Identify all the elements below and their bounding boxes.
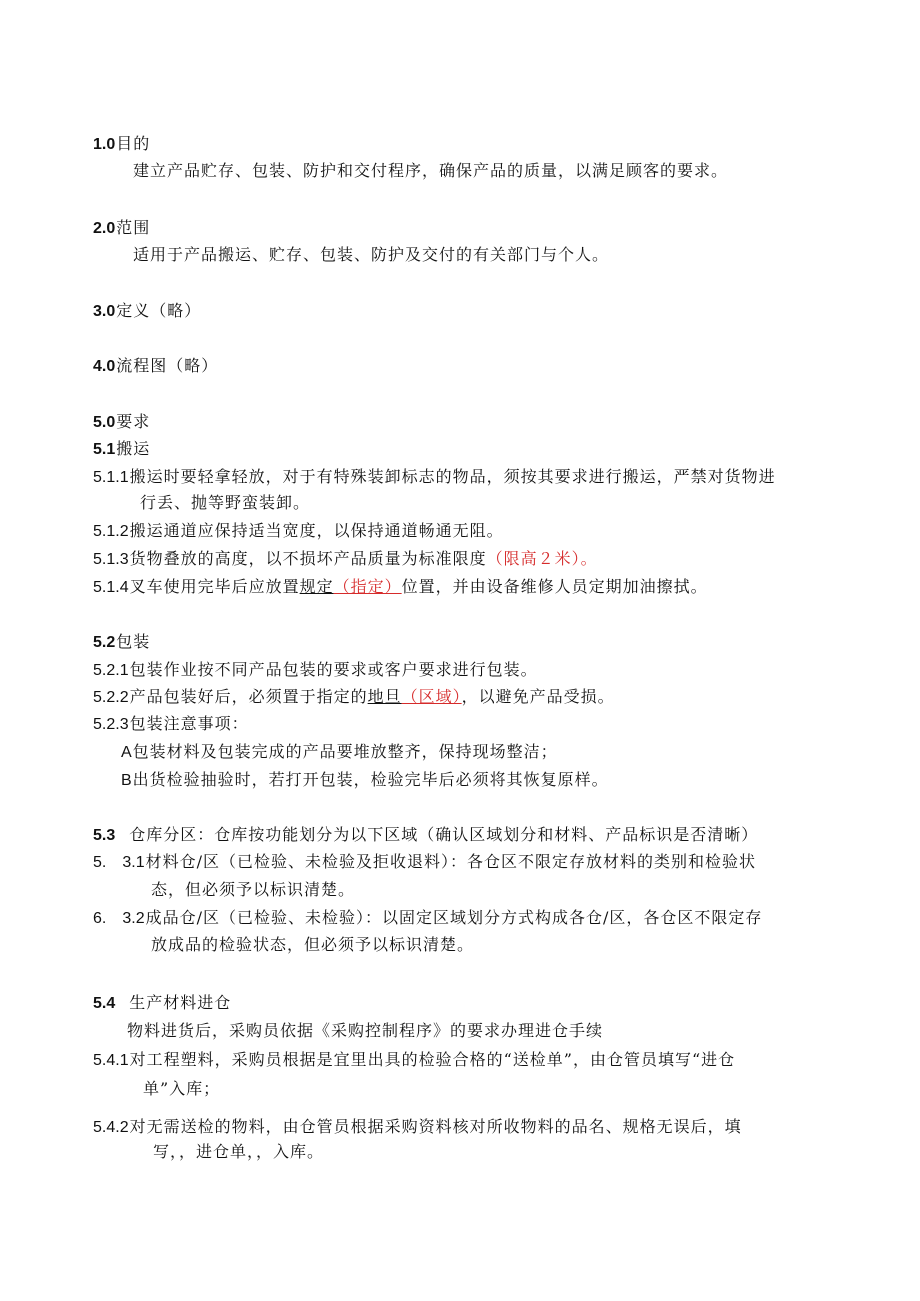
item-number: 5.1.2 <box>93 523 129 540</box>
section-number: 1.0 <box>93 136 116 153</box>
item-5-3-2-continuation: 放成品的检验状态，但必须予以标识清楚。 <box>151 935 475 954</box>
item-5-4-1-continuation: 单”入库； <box>143 1079 221 1098</box>
item-5-2-1 <box>93 659 538 682</box>
section-1-body: 建立产品贮存、包装、防护和交付程序，确保产品的质量，以满足顾客的要求。 <box>133 161 729 180</box>
section-number: 5.4 <box>93 995 116 1012</box>
item-5-4-2 <box>93 1116 742 1139</box>
item-text-tail: ，以避免产品受损。 <box>461 687 615 706</box>
section-number: 4.0 <box>93 358 116 375</box>
section-number: 2.0 <box>93 220 116 237</box>
item-number: 6. 3.2 <box>93 910 145 927</box>
item-b <box>121 769 609 792</box>
item-5-1-3 <box>93 548 598 571</box>
item-text: 货物叠放的高度，以不损坏产品质量为标准限度 <box>129 549 487 568</box>
section-1-heading <box>93 133 150 156</box>
item-text-tail: 位置，并由设备维修人员定期加油擦拭。 <box>401 577 708 596</box>
item-5-4-2-continuation: 写，，进仓单，，入库。 <box>153 1142 325 1161</box>
item-5-1-1-continuation: 行丢、抛等野蛮装卸。 <box>140 493 311 512</box>
item-number: 5.1.3 <box>93 551 129 568</box>
section-number: 5.0 <box>93 414 116 431</box>
item-text: 出货检验抽验时，若打开包装，检验完毕后必须将其恢复原样。 <box>132 770 609 789</box>
item-5-2-2 <box>93 686 615 709</box>
subsection-5-3-heading <box>93 824 758 847</box>
item-text: 包装材料及包装完成的产品要堆放整齐，保持现场整洁； <box>132 742 558 761</box>
item-5-1-2 <box>93 520 504 543</box>
section-3-heading <box>93 300 201 323</box>
section-title: 搬运 <box>116 439 151 458</box>
section-2-body: 适用于产品搬运、贮存、包装、防护及交付的有关部门与个人。 <box>133 245 610 264</box>
item-letter: A <box>121 744 132 761</box>
item-text: 产品包装好后，必须置于指定的 <box>129 687 368 706</box>
item-text: 叉车使用完毕后应放置 <box>129 577 300 596</box>
section-number: 3.0 <box>93 303 116 320</box>
item-number: 5.1.4 <box>93 579 129 596</box>
revision-insert: （限高２米）。 <box>486 549 598 568</box>
item-text: 包装注意事项： <box>129 714 249 733</box>
item-text: 搬运通道应保持适当宽度，以保持通道畅通无阻。 <box>129 521 504 540</box>
item-text: 对无需送检的物料，由仓管员根据采购资料核对所收物料的品名、规格无误后，填 <box>129 1117 742 1136</box>
item-5-1-1 <box>93 466 776 489</box>
item-5-4-1 <box>93 1049 735 1072</box>
revision-insert: （区域） <box>401 687 462 706</box>
section-title: 仓库分区：仓库按功能划分为以下区域（确认区域划分和材料、产品标识是否清晰） <box>129 825 759 844</box>
item-number: 5.2.2 <box>93 689 129 706</box>
item-number: 5.4.2 <box>93 1119 129 1136</box>
item-5-3-2 <box>93 907 762 930</box>
item-text: 包装作业按不同产品包装的要求或客户要求进行包装。 <box>129 660 538 679</box>
section-title: 流程图（略） <box>116 356 219 375</box>
section-title: 生产材料进仓 <box>129 993 232 1012</box>
subsection-5-4-heading <box>93 992 231 1015</box>
subsection-5-2-heading <box>93 631 150 654</box>
item-number: 5.2.3 <box>93 716 129 733</box>
item-text: 搬运时要轻拿轻放，对于有特殊装卸标志的物品，须按其要求进行搬运，严禁对货物进 <box>129 467 776 486</box>
item-5-2-3 <box>93 713 249 736</box>
section-5-heading <box>93 411 150 434</box>
subsection-5-1-heading <box>93 438 150 461</box>
section-number: 5.1 <box>93 441 116 458</box>
revision-deleted-text: 地旦 <box>367 687 402 706</box>
subsection-5-4-body: 物料进货后，采购员依据《采购控制程序》的要求办理进仓手续 <box>127 1021 604 1040</box>
section-2-heading <box>93 217 150 240</box>
item-number: 5.4.1 <box>93 1052 129 1069</box>
item-text: 对工程塑料，采购员根据是宜里出具的检验合格的“送检单”，由仓管员填写“进仓 <box>129 1050 736 1069</box>
section-number: 5.3 <box>93 827 116 844</box>
item-5-1-4 <box>93 576 708 599</box>
item-text: 材料仓/区（已检验、未检验及拒收退料）：各仓区不限定存放材料的类别和检验状 <box>145 852 756 871</box>
section-title: 范围 <box>116 218 151 237</box>
item-number: 5.1.1 <box>93 469 129 486</box>
revision-deleted-text: 规定 <box>299 577 334 596</box>
section-4-heading <box>93 355 218 378</box>
item-5-3-1-continuation: 态，但必须予以标识清楚。 <box>151 880 356 899</box>
section-title: 要求 <box>116 412 151 431</box>
item-5-3-1 <box>93 851 756 874</box>
item-letter: B <box>121 772 132 789</box>
section-title: 包装 <box>116 632 151 651</box>
section-title: 定义（略） <box>116 301 202 320</box>
section-number: 5.2 <box>93 634 116 651</box>
item-number: 5. 3.1 <box>93 854 145 871</box>
item-a <box>121 741 558 764</box>
revision-insert: （指定） <box>333 577 402 596</box>
section-title: 目的 <box>116 134 151 153</box>
item-text: 成品仓/区（已检验、未检验）：以固定区域划分方式构成各仓/区，各仓区不限定存 <box>145 908 763 927</box>
item-number: 5.2.1 <box>93 662 129 679</box>
